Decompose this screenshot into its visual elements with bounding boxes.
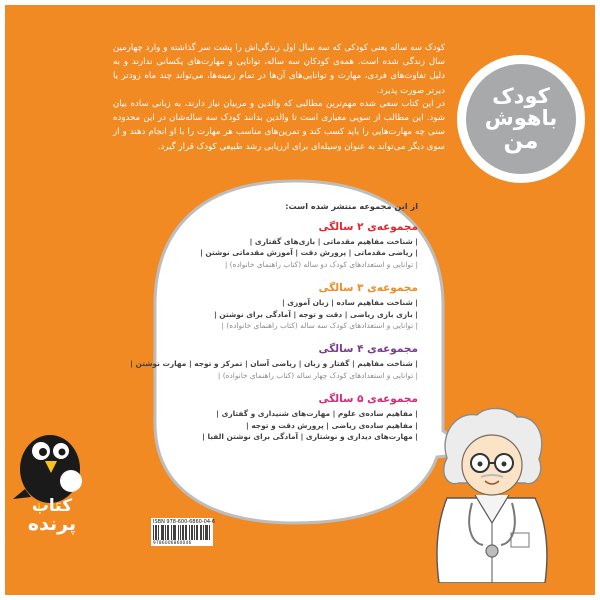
doctor-illustration <box>417 403 567 583</box>
barcode-bar <box>194 525 195 540</box>
barcode-bar <box>163 525 164 540</box>
series-group <box>130 343 418 381</box>
barcode-bar <box>186 525 187 540</box>
barcode-bar <box>165 525 166 540</box>
series-guide-line: | توانایی و استعدادهای کودک چهار ساله (کتاب راهنمای خانواده) | <box>217 370 418 380</box>
barcode-number: 9786006860046 <box>153 540 192 545</box>
publisher-name-line-2: پرنده <box>27 513 77 535</box>
barcode-bar <box>155 525 156 540</box>
barcode-bar <box>180 525 181 540</box>
barcode-bar <box>156 525 157 540</box>
barcode-bar <box>207 525 208 540</box>
series-group <box>180 393 418 442</box>
barcode-bar <box>200 525 201 540</box>
barcode-bar <box>168 525 169 540</box>
barcode-bar <box>161 525 162 540</box>
series-book-line: | مفاهیم ساده‌ی ریاضی | پرورش دقت و توجه | <box>246 420 418 430</box>
barcode-bar <box>203 525 204 540</box>
series-book-line: | بازی بازی ریاضی | دقت و توجه | آمادگی برای نوشتن | <box>214 309 418 319</box>
barcode-bar <box>158 525 159 540</box>
series-book-line: | ریاضی مقدماتی | پرورش دقت | آموزش مقدماتی نوشتن | <box>200 248 418 258</box>
series-group <box>180 221 418 270</box>
barcode-bar <box>167 525 168 540</box>
series-list <box>130 221 418 442</box>
barcode-bar <box>183 525 184 540</box>
series-book-line: | شناخت مفاهیم مقدماتی | بازی‌های گفتاری | <box>249 237 418 246</box>
intro-paragraph-1: کودک سه ساله یعنی کودکی که سه سال اول زندگی‌اش را پشت سر گذاشته و وارد چهارمین سال زندگی شده است. همه‌ی کودکان سه ساله، توانایی و مهارت‌های یکسانی ندارند و به دلیل تفاوت‌های فردی، مهارت و توانایی‌های آن‌ها در تمام زمینه‌ها، می‌تواند چند ماه زودتر یا دیرتر صورت پذیرد. <box>113 43 445 96</box>
barcode-bar <box>191 525 192 540</box>
series-book-line: | شناخت مفاهیم ساده | زبان آموزی | <box>281 298 418 308</box>
isbn-label: ISBN 978-600-6860-04-6 <box>153 519 215 525</box>
barcode-bar <box>178 525 179 540</box>
series-guide-line: | توانایی و استعدادهای کودک سه ساله (کتاب راهنمای خانواده) | <box>221 321 418 331</box>
barcode-bar <box>171 525 172 540</box>
series-title: مجموعه‌ی ۳ سالگی <box>318 282 418 295</box>
series-title: مجموعه‌ی ۲ سالگی <box>318 221 418 233</box>
barcode-bar <box>189 525 190 540</box>
series-group <box>180 282 418 331</box>
barcode-bar <box>209 525 210 540</box>
bubble-heading: از این مجموعه منتشر شده است: <box>285 201 418 211</box>
barcode-bar <box>192 525 193 540</box>
series-book-line: | شناخت مفاهیم | گفتار و زبان | ریاضی آسان | تمرکز و توجه | مهارت نوشتن | <box>130 359 418 369</box>
barcode-bar <box>206 525 207 540</box>
intro-paragraph-2: در این کتاب سعی شده مهم‌ترین مطالبی که والدین و مربیان نیاز دارند، به زبانی ساده بیان شود. این مطالب از سویی معیاری است تا والدین بدانند کودک سه ساله‌شان در این محدوده سنی چه مهارت‌هایی را باید کسب کند و تمرین‌های مناسب هر مهارت را با او انجام دهند و از سوی دیگر می‌تواند به عنوان وسیله‌ای برای ارزیابی رشد طبیعی کودک قرار گیرد. <box>113 99 445 152</box>
barcode-bar <box>196 525 197 540</box>
barcode-bar <box>197 525 198 540</box>
barcode-bar <box>174 525 175 540</box>
barcode-bar <box>175 525 176 540</box>
series-title: مجموعه‌ی ۴ سالگی <box>318 343 418 356</box>
barcode-bar <box>173 525 174 540</box>
series-book-line: | مفاهیم ساده‌ی علوم | مهارت‌های شنیداری و گفتاری | <box>216 409 418 419</box>
barcode-bar <box>201 525 202 540</box>
publisher-name <box>21 497 83 533</box>
series-logo-line-1: کودک <box>492 83 550 108</box>
barcode <box>151 518 213 546</box>
barcode-bar <box>153 525 154 540</box>
barcode-bar <box>185 525 186 540</box>
series-logo-line-3: من <box>503 127 539 154</box>
series-logo-line-2: باهوش <box>484 105 558 130</box>
barcode-bar <box>162 525 163 540</box>
barcode-bar <box>205 525 206 540</box>
series-book-line: | مهارت‌های دیداری و نوشتاری | آمادگی برای نوشتن الفبا | <box>202 432 418 442</box>
barcode-bars <box>153 525 211 540</box>
publisher-logo <box>5 419 105 569</box>
bubble-content <box>130 201 418 454</box>
publisher-name-line-1: کتاب <box>31 496 73 516</box>
series-guide-line: | توانایی و استعدادهای کودک دو ساله (کتاب راهنمای خانواده) | <box>224 259 418 269</box>
barcode-bar <box>182 525 183 540</box>
series-title: مجموعه‌ی ۵ سالگی <box>318 393 418 406</box>
book-back-cover <box>5 5 595 595</box>
